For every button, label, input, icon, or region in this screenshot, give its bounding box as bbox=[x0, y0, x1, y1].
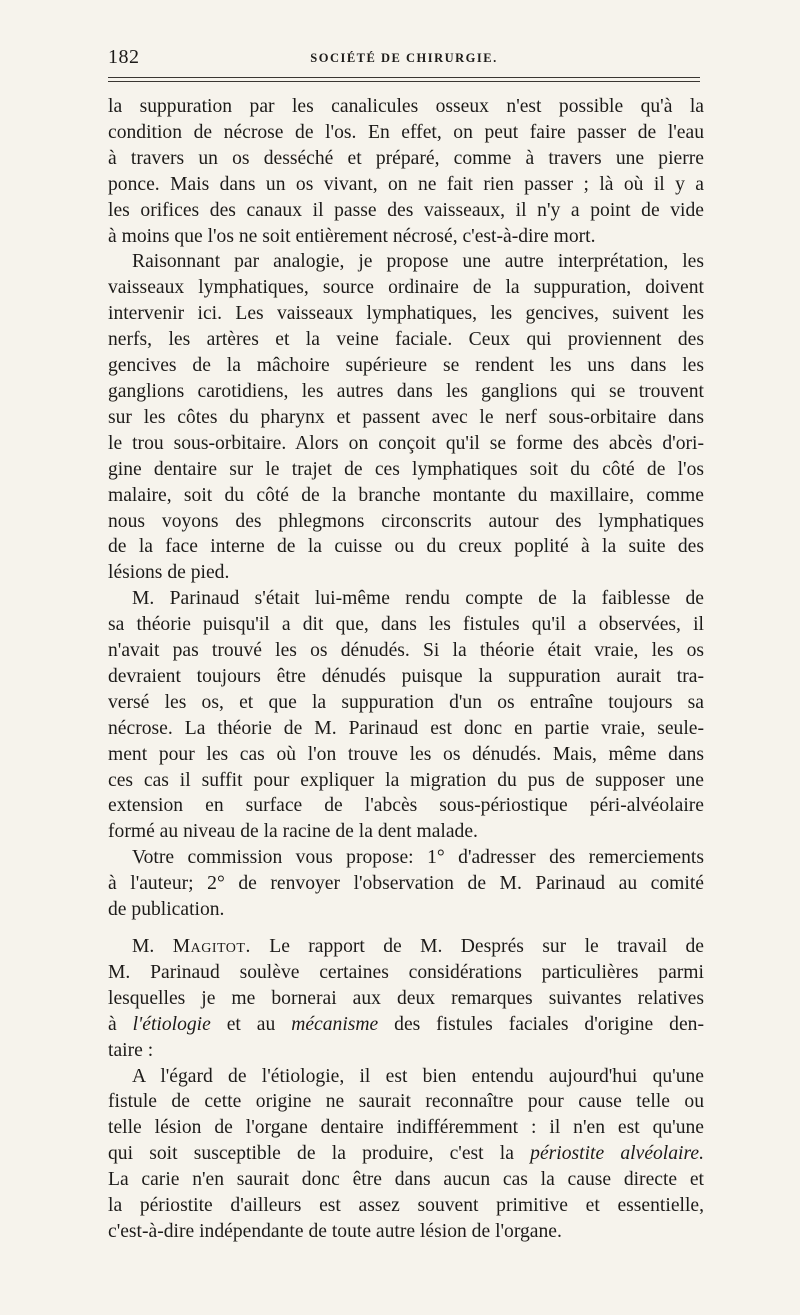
italic-term: périostite alvéolaire. bbox=[530, 1143, 704, 1165]
text-fragment: à bbox=[108, 1013, 133, 1035]
text-line: vaisseaux lymphatiques, source ordinaire de la suppuration, doivent bbox=[108, 277, 704, 299]
text-line: à travers un os desséché et préparé, comme à travers une pierre bbox=[108, 147, 704, 169]
text-line: le trou sous-orbitaire. Alors on conçoit qu'il se forme des abcès d'ori- bbox=[108, 432, 704, 454]
text-line: malaire, soit du côté de la branche montante du maxillaire, comme bbox=[108, 484, 704, 506]
text-line: c'est-à-dire indépendante de toute autre lésion de l'organe. bbox=[108, 1220, 562, 1242]
text-line: la suppuration par les canalicules osseux n'est possible qu'à la bbox=[108, 96, 704, 117]
text-line: ganglions carotidiens, les autres dans les ganglions qui se trouvent bbox=[108, 380, 704, 402]
italic-term: mécanisme bbox=[291, 1013, 379, 1035]
text-line: fistule de cette origine ne saurait reconnaître pour cause telle ou bbox=[108, 1091, 704, 1113]
text-line: sa théorie puisqu'il a dit que, dans les fistules qu'il a observées, il bbox=[108, 614, 704, 636]
paragraph-3 bbox=[108, 586, 704, 845]
text-line: taire : bbox=[108, 1039, 154, 1061]
speaker-name: Magitot. bbox=[172, 936, 251, 957]
text-line: intervenir ici. Les vaisseaux lymphatiques, les gencives, suivent les bbox=[108, 303, 704, 325]
text-line: lésions de pied. bbox=[108, 562, 230, 584]
text-line: ment pour les cas où l'on trouve les os dénudés. Mais, même dans bbox=[108, 743, 704, 765]
text-line: à moins que l'os ne soit entièrement nécrosé, c'est-à-dire mort. bbox=[108, 225, 596, 247]
text-line: la périostite d'ailleurs est assez souvent primitive et essentielle, bbox=[108, 1195, 704, 1217]
text-line bbox=[108, 1012, 704, 1038]
page-number: 182 bbox=[108, 46, 140, 68]
paragraph-6 bbox=[108, 1064, 704, 1245]
text-line: telle lésion de l'organe dentaire indifféremment : il n'en est qu'une bbox=[108, 1117, 704, 1139]
running-head: SOCIÉTÉ DE CHIRURGIE. bbox=[310, 51, 498, 65]
text-line: à l'auteur; 2° de renvoyer l'observation de M. Parinaud au comité bbox=[108, 873, 704, 895]
text-line: extension en surface de l'abcès sous-périostique péri-alvéolaire bbox=[108, 795, 704, 817]
text-line bbox=[108, 1141, 704, 1167]
text-line: nécrose. La théorie de M. Parinaud est donc en partie vraie, seule- bbox=[108, 717, 704, 739]
text-line: n'avait pas trouvé les os dénudés. Si la théorie était vraie, les os bbox=[108, 640, 704, 662]
speaker-prefix: M. bbox=[132, 936, 173, 957]
header-rule-top bbox=[108, 77, 700, 78]
text-line: nerfs, les artères et la veine faciale. Ceux qui proviennent des bbox=[108, 329, 704, 351]
text-line: gine dentaire sur le trajet de ces lymphatiques soit du côté de l'os bbox=[108, 458, 704, 480]
text-line: les orifices des canaux il passe des vaisseaux, il n'y a point de vide bbox=[108, 199, 704, 221]
paragraph-1 bbox=[108, 94, 704, 249]
text-line: nous voyons des phlegmons circonscrits autour des lymphatiques bbox=[108, 510, 704, 532]
text-line: A l'égard de l'étiologie, il est bien entendu aujourd'hui qu'une bbox=[132, 1065, 704, 1087]
text-line: ces cas il suffit pour expliquer la migration du pus de supposer une bbox=[108, 769, 704, 791]
text-line: ponce. Mais dans un os vivant, on ne fait rien passer ; là où il y a bbox=[108, 173, 704, 195]
paragraph-5 bbox=[108, 934, 704, 1064]
text-line: gencives de la mâchoire supérieure se rendent les uns dans les bbox=[108, 355, 704, 377]
text-line: La carie n'en saurait donc être dans aucun cas la cause directe et bbox=[108, 1169, 704, 1191]
paragraph-4 bbox=[108, 845, 704, 923]
text-line: versé les os, et que la suppuration d'un os entraîne toujours sa bbox=[108, 691, 704, 713]
page-header bbox=[108, 46, 700, 72]
header-rule-bottom bbox=[108, 81, 700, 82]
text-line: Votre commission vous propose: 1° d'adresser des remerciements bbox=[132, 847, 704, 869]
text-line: de la face interne de la cuisse ou du creux poplité à la suite des bbox=[108, 536, 704, 558]
text-fragment: qui soit susceptible de la produire, c'est la bbox=[108, 1143, 531, 1165]
text-line: formé au niveau de la racine de la dent malade. bbox=[108, 821, 478, 843]
italic-term: l'étiologie bbox=[132, 1013, 211, 1035]
text-line: Raisonnant par analogie, je propose une autre interprétation, les bbox=[132, 251, 704, 273]
paragraph-2 bbox=[108, 249, 704, 586]
text-line: condition de nécrose de l'os. En effet, on peut faire passer de l'eau bbox=[108, 121, 704, 143]
text-line bbox=[108, 934, 704, 960]
text-line: sur les côtes du pharynx et passent avec le nerf sous-orbitaire dans bbox=[108, 406, 704, 428]
text-fragment: et au bbox=[210, 1013, 292, 1035]
body-text bbox=[108, 94, 704, 1245]
text-fragment: Le rapport de M. Després sur le travail de bbox=[250, 936, 704, 957]
text-line: lesquelles je me bornerai aux deux remarques suivantes relatives bbox=[108, 987, 704, 1009]
text-line: de publication. bbox=[108, 899, 225, 921]
text-line: devraient toujours être dénudés puisque la suppuration aurait tra- bbox=[108, 665, 704, 687]
text-fragment: des fistules faciales d'origine den- bbox=[378, 1013, 704, 1035]
text-line: M. Parinaud s'était lui-même rendu compte de la faiblesse de bbox=[132, 588, 704, 610]
text-line: M. Parinaud soulève certaines considérations particulières parmi bbox=[108, 961, 704, 983]
